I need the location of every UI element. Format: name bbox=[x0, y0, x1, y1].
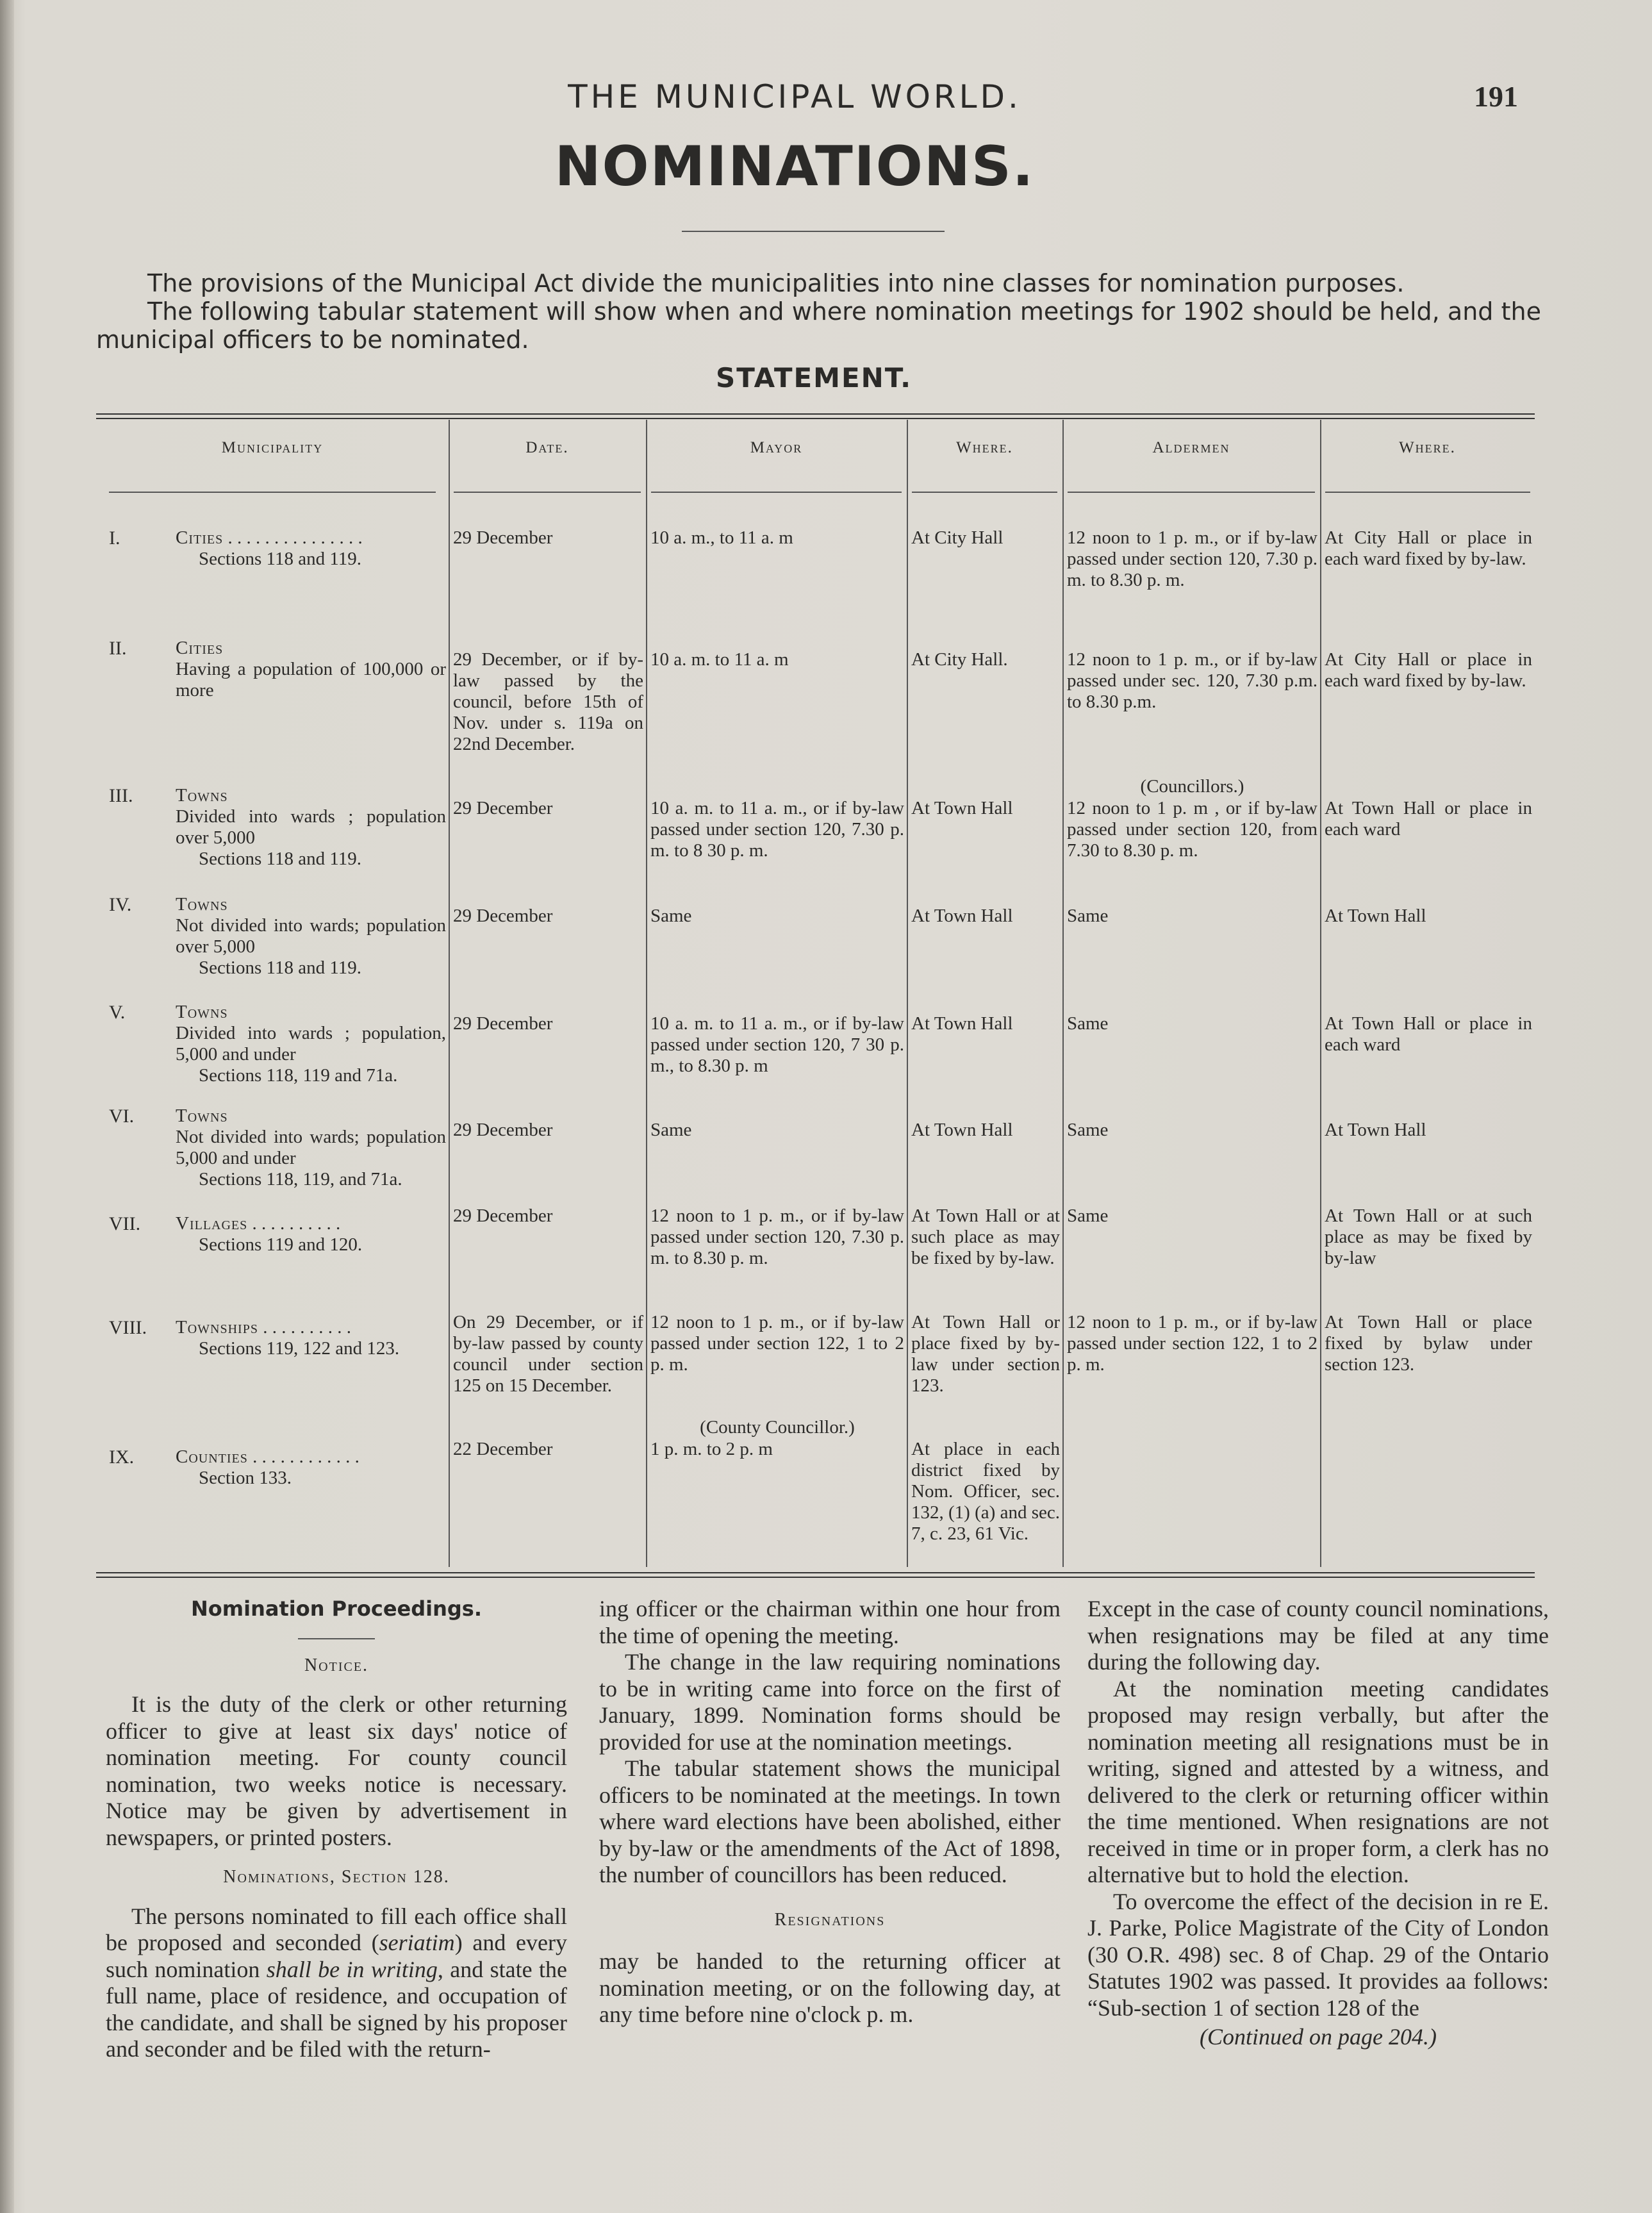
section-title: Nomination Proceedings. bbox=[191, 1596, 482, 1621]
municipality-sections: Sections 119, 122 and 123. bbox=[199, 1338, 400, 1359]
body-column-2 bbox=[599, 1596, 1061, 2028]
aldermen-cell: Same bbox=[1067, 906, 1109, 926]
municipality-sections: Section 133. bbox=[199, 1468, 292, 1488]
mayor-where-cell: At City Hall. bbox=[911, 649, 1008, 670]
column-header-aldermen-where: Where. bbox=[1399, 439, 1456, 456]
aldermen-where-cell: At Town Hall or place in each ward bbox=[1325, 798, 1532, 840]
mayor-where-cell: At Town Hall bbox=[911, 1120, 1013, 1140]
column-header-municipality: Municipality bbox=[221, 439, 324, 456]
municipality-name: Townships bbox=[176, 1317, 258, 1338]
row-numeral: VI. bbox=[109, 1106, 135, 1127]
date-cell: 29 December bbox=[453, 906, 553, 926]
mayor-cell: 12 noon to 1 p. m., or if by-law passed under section 120, 7.30 p. m. to 8.30 p. m. bbox=[650, 1206, 904, 1268]
aldermen-cell: Same bbox=[1067, 1206, 1109, 1226]
aldermen-where-cell: At City Hall or place in each ward fixed by by-law. bbox=[1325, 527, 1532, 569]
column-header-date: Date. bbox=[525, 439, 569, 456]
mayor-where-cell: At Town Hall or at such place as may be fixed by by-law. bbox=[911, 1206, 1060, 1268]
body-columns bbox=[106, 1596, 1554, 2173]
municipality-cell: Villages . . . . . . . . . . Sections 119 and 120. bbox=[173, 1213, 449, 1256]
mayor-cell: 10 a. m. to 11 a. m., or if by-law passed under section 120, 7 30 p. m., to 8.30 p. m bbox=[650, 1013, 904, 1076]
aldermen-where-cell: At Town Hall bbox=[1325, 1120, 1426, 1140]
aldermen-note: (Councillors.) bbox=[1140, 776, 1244, 797]
municipality-sections: Sections 118 and 119. bbox=[199, 957, 361, 978]
resignations-paragraph: may be handed to the returning officer at nomination meeting, or on the following day, at any time before nine o'clock p. m. bbox=[599, 1948, 1061, 2027]
date-cell: 29 December bbox=[453, 798, 553, 818]
column-header-aldermen: Aldermen bbox=[1152, 439, 1230, 456]
county-exception-paragraph: Except in the case of county council nominations, when resignations may be filed at any time during the following day. bbox=[1087, 1596, 1549, 1675]
municipality-name: Villages bbox=[176, 1213, 248, 1234]
mayor-cell: 10 a. m., to 11 a. m bbox=[650, 527, 793, 548]
row-numeral: VII. bbox=[109, 1213, 141, 1234]
aldermen-cell: 12 noon to 1 p. m , or if by-law passed under section 120, from 7.30 to 8.30 p. m. bbox=[1067, 798, 1317, 861]
municipality-name: Towns bbox=[176, 894, 228, 915]
table-top-rule bbox=[96, 413, 1535, 419]
date-cell: 22 December bbox=[453, 1439, 553, 1459]
municipality-cell bbox=[173, 1106, 449, 1190]
notice-heading: Notice. bbox=[304, 1655, 369, 1675]
municipality-name: Towns bbox=[176, 785, 228, 806]
municipality-cell bbox=[173, 894, 449, 979]
column-divider bbox=[646, 420, 647, 1567]
aldermen-cell: Same bbox=[1067, 1120, 1109, 1140]
aldermen-where-cell: At Town Hall or place in each ward bbox=[1325, 1013, 1532, 1055]
mayor-where-cell: At Town Hall bbox=[911, 1013, 1013, 1034]
municipality-name: Cities bbox=[176, 527, 224, 548]
municipality-name: Towns bbox=[176, 1002, 228, 1022]
municipality-sections: Sections 118, 119 and 71a. bbox=[199, 1065, 398, 1086]
law-change-paragraph: The change in the law requiring nominations to be in writing came into force on the first of January, 1899. Nomination forms should be provided for use at the nomination meetings. bbox=[599, 1649, 1061, 1755]
parke-decision-paragraph: To overcome the effect of the decision in re E. J. Parke, Police Magistrate of the City of London (30 O.R. 498) sec. 8 of Chap. 29 of the Ontario Statutes 1902 was passed. It provides aa follows: “Sub-section 1 of section 128 of the bbox=[1087, 1888, 1549, 2021]
aldermen-cell: 12 noon to 1 p. m., or if by-law passed under section 120, 7.30 p. m. to 8.30 p. m. bbox=[1067, 527, 1317, 590]
body-column-3 bbox=[1087, 1596, 1549, 2051]
mayor-cell: 1 p. m. to 2 p. m bbox=[650, 1439, 773, 1459]
mayor-cell: 10 a. m. to 11 a. m bbox=[650, 649, 789, 670]
mayor-cell: 12 noon to 1 p. m., or if by-law passed under section 122, 1 to 2 p. m. bbox=[650, 1312, 904, 1375]
municipality-name: Towns bbox=[176, 1106, 228, 1126]
municipality-cell bbox=[173, 1002, 449, 1086]
row-numeral: VIII. bbox=[109, 1317, 147, 1338]
mayor-where-cell: At Town Hall or place fixed by by-law under section 123. bbox=[911, 1312, 1060, 1396]
municipality-cell bbox=[173, 638, 449, 701]
statement-heading: STATEMENT. bbox=[715, 362, 913, 394]
municipality-cell bbox=[173, 785, 449, 870]
municipality-cell: Counties . . . . . . . . . . . . Section 133. bbox=[173, 1446, 449, 1489]
column-divider bbox=[1062, 420, 1064, 1567]
mayor-where-cell: At Town Hall bbox=[911, 798, 1013, 818]
page-title: NOMINATIONS. bbox=[554, 135, 1035, 199]
nominations-paragraph: The persons nominated to fill each office shall be proposed and seconded (seriatim) and every such nomination shall be in writing, and state the full name, place of residence, and occupation of the candidate, and shall be signed by his proposer and seconder and be filed with the return- bbox=[106, 1903, 567, 2062]
mayor-cell: 10 a. m. to 11 a. m., or if by-law passed under section 120, 7.30 p. m. to 8 30 p. m. bbox=[650, 798, 904, 861]
row-numeral: I. bbox=[109, 527, 120, 549]
mayor-where-cell: At Town Hall bbox=[911, 906, 1013, 926]
aldermen-where-cell: At Town Hall or at such place as may be fixed by by-law bbox=[1325, 1206, 1532, 1268]
row-numeral: III. bbox=[109, 785, 133, 806]
page-spine-shadow bbox=[0, 0, 14, 2213]
mayor-note: (County Councillor.) bbox=[700, 1417, 855, 1438]
page-number: 191 bbox=[1474, 80, 1518, 113]
row-numeral: V. bbox=[109, 1002, 126, 1023]
municipality-description: Not divided into wards; population 5,000 and under bbox=[176, 1127, 446, 1168]
date-cell: 29 December bbox=[453, 1120, 553, 1140]
mayor-where-cell: At City Hall bbox=[911, 527, 1004, 548]
municipality-description: Having a population of 100,000 or more bbox=[176, 659, 446, 700]
aldermen-cell: 12 noon to 1 p. m., or if by-law passed under section 122, 1 to 2 p. m. bbox=[1067, 1312, 1317, 1375]
date-cell: On 29 December, or if by-law passed by county council under section 125 on 15 December. bbox=[453, 1312, 643, 1396]
municipality-cell: Townships . . . . . . . . . . Sections 119, 122 and 123. bbox=[173, 1317, 449, 1359]
row-numeral: IX. bbox=[109, 1446, 135, 1468]
date-cell: 29 December bbox=[453, 1206, 553, 1226]
continued-note: (Continued on page 204.) bbox=[1200, 2024, 1437, 2050]
row-numeral: II. bbox=[109, 638, 127, 659]
municipality-sections: Sections 118 and 119. bbox=[199, 849, 361, 869]
row-numeral: IV. bbox=[109, 894, 132, 915]
municipality-sections: Sections 118, 119, and 71a. bbox=[199, 1169, 402, 1189]
aldermen-cell: 12 noon to 1 p. m., or if by-law passed under sec. 120, 7.30 p.m. to 8.30 p.m. bbox=[1067, 649, 1317, 712]
statement-table bbox=[96, 413, 1535, 1580]
title-divider bbox=[682, 231, 945, 232]
aldermen-where-cell: At Town Hall bbox=[1325, 906, 1426, 926]
municipality-name: Cities bbox=[176, 638, 224, 658]
nominations-section-heading: Nominations, Section 128. bbox=[223, 1867, 450, 1887]
municipality-description: Divided into wards ; population, 5,000 and under bbox=[176, 1023, 446, 1065]
mayor-cell: Same bbox=[650, 906, 692, 926]
tabular-statement-paragraph: The tabular statement shows the municipal officers to be nominated at the meetings. In town where ward elections have been abolished, either by by-law or the amendments of the Act of 1898, the number of councillors has been reduced. bbox=[599, 1755, 1061, 1887]
municipality-cell: Cities . . . . . . . . . . . . . . . Sections 118 and 119. bbox=[173, 527, 449, 570]
mayor-cell: Same bbox=[650, 1120, 692, 1140]
intro-text bbox=[96, 269, 1541, 354]
column-divider bbox=[449, 420, 450, 1567]
resignations-heading: Resignations bbox=[774, 1909, 886, 1930]
municipality-name: Counties bbox=[176, 1446, 248, 1467]
notice-paragraph: It is the duty of the clerk or other returning officer to give at least six days' notice of nomination meeting. For county council nomination, two weeks notice is necessary. Notice may be given by advertisement in newspapers, or printed posters. bbox=[106, 1691, 567, 1850]
municipality-description: Not divided into wards; population over 5,000 bbox=[176, 915, 446, 957]
municipality-sections: Sections 119 and 120. bbox=[199, 1234, 363, 1255]
aldermen-where-cell: At City Hall or place in each ward fixed by by-law. bbox=[1325, 649, 1532, 691]
intro-paragraph-1: The provisions of the Municipal Act divide the municipalities into nine classes for nomination purposes. bbox=[147, 269, 1405, 297]
date-cell: 29 December, or if by-law passed by the council, before 15th of Nov. under s. 119a on 22nd December. bbox=[453, 649, 643, 754]
resign-verbally-paragraph: At the nomination meeting candidates proposed may resign verbally, but after the nomination meeting all resignations must be in writing, signed and attested by a witness, and delivered to the clerk or returning officer within the time mentioned. When resignations are not received in time or in proper form, a clerk has no alternative but to hold the election. bbox=[1087, 1675, 1549, 1887]
column-divider bbox=[907, 420, 908, 1567]
table-bottom-rule bbox=[96, 1572, 1535, 1578]
aldermen-cell: Same bbox=[1067, 1013, 1109, 1034]
aldermen-where-cell: At Town Hall or place fixed by bylaw under section 123. bbox=[1325, 1312, 1532, 1375]
intro-paragraph-2: The following tabular statement will show when and where nomination meetings for 1902 should be held, and the municipal officers to be nominated. bbox=[96, 297, 1541, 354]
running-title: THE MUNICIPAL WORLD. bbox=[568, 78, 1021, 115]
column-header-mayor-where: Where. bbox=[956, 439, 1013, 456]
date-cell: 29 December bbox=[453, 527, 553, 548]
continued-paragraph: ing officer or the chairman within one hour from the time of opening the meeting. bbox=[599, 1596, 1061, 1648]
column-header-mayor: Mayor bbox=[750, 439, 803, 456]
date-cell: 29 December bbox=[453, 1013, 553, 1034]
body-column-1 bbox=[106, 1596, 567, 2063]
municipality-description: Divided into wards ; population over 5,000 bbox=[176, 806, 446, 848]
column-divider bbox=[1320, 420, 1321, 1567]
mayor-where-cell: At place in each district fixed by Nom. Officer, sec. 132, (1) (a) and sec. 7, c. 23, 61 Vic. bbox=[911, 1439, 1060, 1544]
municipality-sections: Sections 118 and 119. bbox=[199, 549, 361, 569]
